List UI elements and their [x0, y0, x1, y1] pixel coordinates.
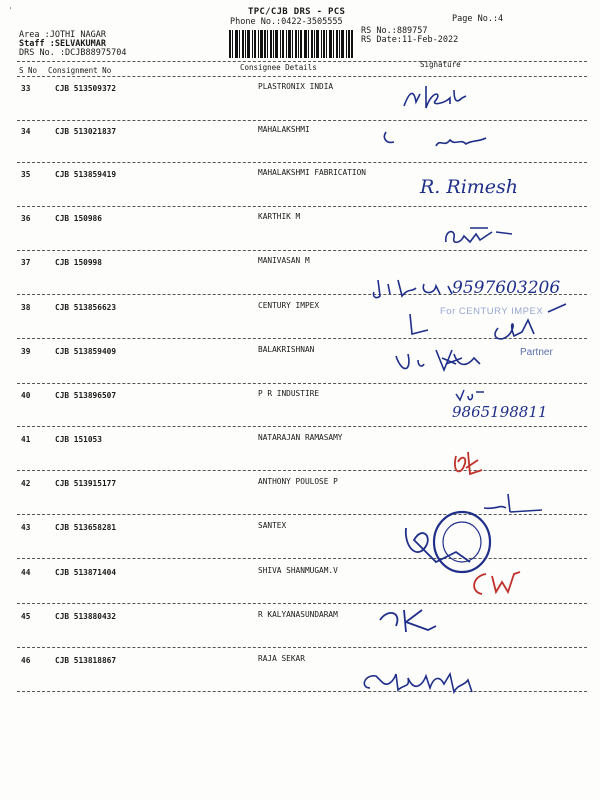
row-consignment: CJB 513859419: [55, 170, 117, 179]
row-consignment: CJB 513509372: [55, 84, 117, 93]
row-consignee: SANTEX: [258, 521, 287, 530]
row-sno: 46: [21, 656, 31, 665]
row-sno: 41: [21, 435, 31, 444]
column-signature: Signature: [420, 60, 461, 69]
row-divider: [17, 470, 587, 471]
table-row: [0, 435, 600, 479]
row-sno: 34: [21, 127, 31, 136]
row-divider: [17, 383, 587, 384]
handwritten-phone: 9597603206: [452, 278, 561, 298]
barcode: [229, 30, 353, 58]
stamp-partner-label: Partner: [520, 347, 553, 358]
row-consignee: PLASTRONIX INDIA: [258, 82, 334, 91]
row-consignment: CJB 513915177: [55, 479, 117, 488]
row-sno: 45: [21, 612, 31, 621]
signature-scribble: [380, 124, 510, 154]
row-sno: 35: [21, 170, 31, 179]
phone-number: Phone No.:0422-3505555: [230, 17, 343, 27]
row-sno: 33: [21, 84, 31, 93]
column-consignee: Consignee Details: [240, 63, 317, 72]
row-sno: 36: [21, 214, 31, 223]
row-consignment: CJB 150998: [55, 258, 102, 267]
row-consignment: CJB 513856623: [55, 303, 117, 312]
row-consignee: ANTHONY POULOSE P: [258, 477, 338, 486]
row-sno: 44: [21, 568, 31, 577]
signature-scribble: [448, 448, 488, 482]
row-sno: 40: [21, 391, 31, 400]
table-row: [0, 612, 600, 656]
row-sno: 43: [21, 523, 31, 532]
page-number: Page No.:4: [452, 14, 504, 24]
row-divider: [17, 162, 587, 163]
row-divider: [17, 603, 587, 604]
document-title: TPC/CJB DRS - PCS: [248, 7, 346, 17]
signature-scribble: [450, 384, 490, 404]
row-consignment: CJB 513021837: [55, 127, 117, 136]
row-consignee: P R INDUSTIRE: [258, 389, 320, 398]
row-divider: [17, 250, 587, 251]
row-consignee: MANIVASAN M: [258, 256, 310, 265]
signature-scribble: [398, 300, 568, 350]
area-label: Area :JOTHI NAGAR: [19, 30, 106, 40]
row-consignment: CJB 150986: [55, 214, 102, 223]
row-divider: [17, 120, 587, 121]
row-consignee: RAJA SEKAR: [258, 654, 305, 663]
column-consignment: Consignment No: [48, 66, 112, 75]
row-consignment: CJB 513896507: [55, 391, 117, 400]
row-consignment: CJB 513859409: [55, 347, 117, 356]
row-sno: 38: [21, 303, 31, 312]
header-divider: [17, 76, 587, 77]
row-consignee: BALAKRISHNAN: [258, 345, 315, 354]
row-sno: 37: [21, 258, 31, 267]
staff-label: Staff :SELVAKUMAR: [19, 39, 106, 49]
rs-number: RS No.:889757: [361, 26, 428, 36]
drs-number: DRS No. :DCJB88975704: [19, 48, 127, 58]
signature-scribble: [468, 568, 538, 602]
table-row: [0, 84, 600, 128]
row-consignee: CENTURY IMPEX: [258, 301, 320, 310]
signature-scribble: [376, 604, 446, 638]
row-divider: [17, 691, 587, 692]
row-consignment: CJB 151053: [55, 435, 102, 444]
signature-scribble: [400, 82, 470, 116]
handwritten-signature: R. Rimesh: [420, 176, 519, 198]
signature-scribble: [360, 662, 490, 702]
row-consignee: MAHALAKSHMI FABRICATION: [258, 168, 366, 177]
signature-scribble: [392, 344, 522, 378]
row-divider: [17, 647, 587, 648]
row-sno: 42: [21, 479, 31, 488]
corner-mark: ': [8, 6, 13, 15]
rs-date: RS Date:11-Feb-2022: [361, 35, 459, 45]
row-consignee: NATARAJAN RAMASAMY: [258, 433, 343, 442]
handwritten-phone: 9865198811: [452, 403, 548, 421]
row-divider: [17, 426, 587, 427]
row-consignment: CJB 513818867: [55, 656, 117, 665]
company-stamp-text: For CENTURY IMPEX: [440, 306, 544, 317]
signature-scribble: [440, 222, 520, 250]
row-consignee: SHIVA SHANMUGAM.V: [258, 566, 338, 575]
row-consignment: CJB 513658281: [55, 523, 117, 532]
table-row: [0, 656, 600, 700]
header-divider: [17, 61, 587, 62]
table-row: [0, 523, 600, 567]
row-divider: [17, 206, 587, 207]
row-sno: 39: [21, 347, 31, 356]
row-consignment: CJB 513871404: [55, 568, 117, 577]
row-consignment: CJB 513880432: [55, 612, 117, 621]
row-consignee: KARTHIK M: [258, 212, 301, 221]
column-sno: S No: [19, 66, 38, 75]
table-row: [0, 127, 600, 171]
row-consignee: R KALYANASUNDARAM: [258, 610, 338, 619]
row-consignee: MAHALAKSHMI: [258, 125, 310, 134]
